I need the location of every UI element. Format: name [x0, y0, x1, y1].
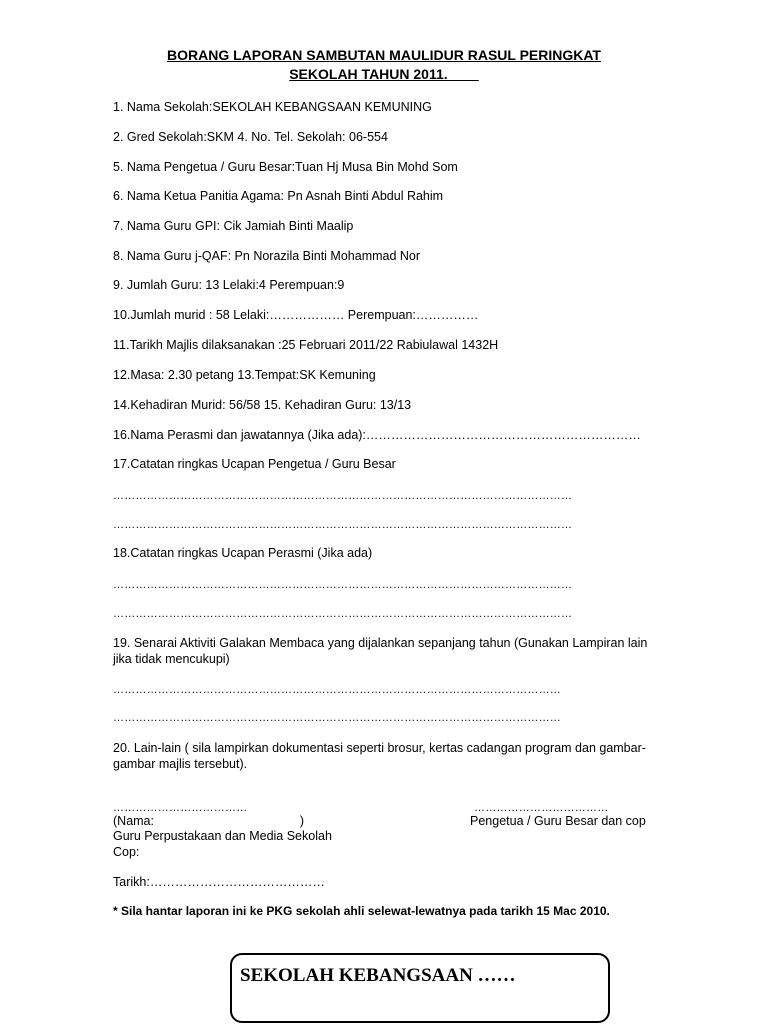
field-time-place: 12.Masa: 2.30 petang 13.Tempat:SK Kemuning: [113, 368, 376, 382]
field-officiator: 16.Nama Perasmi dan jawatannya (Jika ada):…………………………………………………………: [113, 428, 641, 442]
field-gpi-teacher: 7. Nama Guru GPI: Cik Jamiah Binti Maalip: [113, 219, 354, 233]
field-headmaster: 5. Nama Pengetua / Guru Besar:Tuan Hj Musa Bin Mohd Som: [113, 160, 458, 174]
school-name-box-text: SEKOLAH KEBANGSAAN ……: [240, 965, 516, 986]
dotted-line: …………………………………………………………………………………………………………: [113, 712, 561, 724]
field-officiator-speech: 18.Catatan ringkas Ucapan Perasmi (Jika ada): [113, 546, 373, 560]
dotted-line: ……………………………………………………………………………………………………………: [113, 519, 573, 531]
signature-cop: Cop:: [113, 845, 140, 859]
form-title-line1: BORANG LAPORAN SAMBUTAN MAULIDUR RASUL PERINGKAT: [167, 47, 601, 63]
field-attendance: 14.Kehadiran Murid: 56/58 15. Kehadiran Guru: 13/13: [113, 398, 412, 412]
signature-line-left: ………………………………: [113, 802, 248, 814]
dotted-line: ……………………………………………………………………………………………………………: [113, 490, 573, 502]
dotted-line: ……………………………………………………………………………………………………………: [113, 579, 573, 591]
field-reading-activities: 19. Senarai Aktiviti Galakan Membaca yang dijalankan sepanjang tahun (Gunakan Lampiran lain jika tidak mencukupi): [113, 636, 648, 666]
form-title-line2: SEKOLAH TAHUN 2011.: [289, 66, 479, 82]
field-religion-panel-head: 6. Nama Ketua Panitia Agama: Pn Asnah Binti Abdul Rahim: [113, 189, 444, 203]
signature-role-right: Pengetua / Guru Besar dan cop: [470, 814, 646, 828]
signature-date: Tarikh:……………………………………: [113, 875, 325, 889]
field-school-grade-phone: 2. Gred Sekolah:SKM 4. No. Tel. Sekolah: 06-554: [113, 130, 388, 144]
school-name-box: [230, 953, 610, 1023]
field-event-date: 11.Tarikh Majlis dilaksanakan :25 Februari 2011/22 Rabiulawal 1432H: [113, 338, 499, 352]
signature-line-right: ………………………………: [474, 802, 609, 814]
field-headmaster-speech: 17.Catatan ringkas Ucapan Pengetua / Guru Besar: [113, 457, 396, 471]
field-school-name: 1. Nama Sekolah:SEKOLAH KEBANGSAAN KEMUNING: [113, 100, 432, 114]
submission-note: * Sila hantar laporan ini ke PKG sekolah ahli selewat-lewatnya pada tarikh 15 Mac 2010.: [113, 904, 610, 918]
field-total-teachers: 9. Jumlah Guru: 13 Lelaki:4 Perempuan:9: [113, 278, 345, 292]
field-total-students: 10.Jumlah murid : 58 Lelaki:……………… Perempuan:……………: [113, 308, 479, 322]
dotted-line: ……………………………………………………………………………………………………………: [113, 608, 573, 620]
field-jqaf-teacher: 8. Nama Guru j-QAF: Pn Norazila Binti Mohammad Nor: [113, 249, 421, 263]
signature-name-label: (Nama: ): [113, 814, 305, 828]
field-others: 20. Lain-lain ( sila lampirkan dokumentasi seperti brosur, kertas cadangan program dan gambar-gambar majlis tersebut).: [113, 741, 646, 771]
dotted-line: …………………………………………………………………………………………………………: [113, 684, 561, 696]
signature-role-left: Guru Perpustakaan dan Media Sekolah: [113, 829, 332, 843]
